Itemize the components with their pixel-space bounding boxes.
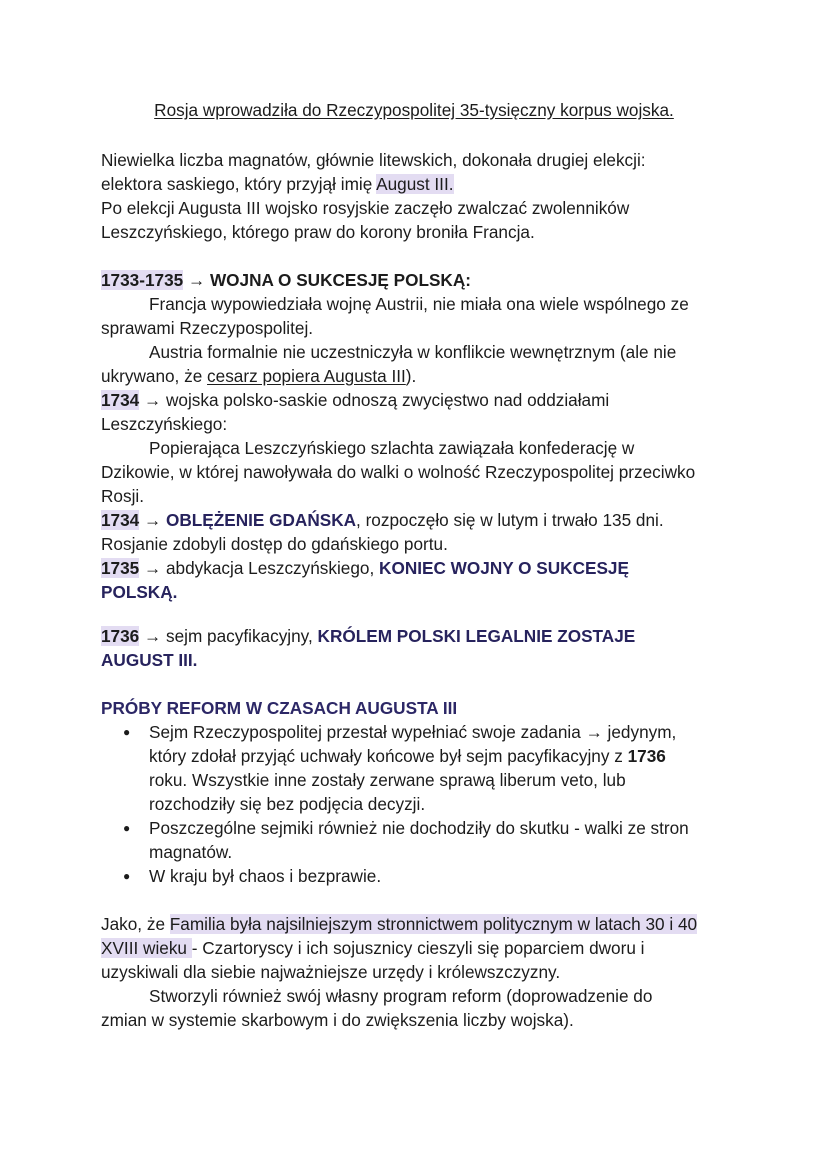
list-item: ● Poszczególne sejmiki również nie dochodziły do skutku - walki ze stron magnatów. bbox=[101, 816, 791, 864]
reforms-list bbox=[101, 720, 791, 888]
list-item: ● W kraju był chaos i bezprawie. bbox=[101, 864, 791, 888]
reforms-heading: PRÓBY REFORM W CZASACH AUGUSTA III bbox=[101, 698, 458, 718]
date-1733-1735: 1733-1735 bbox=[101, 270, 184, 290]
highlight-xviii: XVIII wieku bbox=[101, 938, 192, 958]
date-1734-b: 1734 bbox=[101, 510, 140, 530]
war-heading: → WOJNA O SUKCESJĘ POLSKĄ: bbox=[183, 270, 471, 290]
siege-gdansk: OBLĘŻENIE GDAŃSKA bbox=[166, 510, 357, 530]
paragraph-familia: Jako, że Familia była najsilniejszym stronnictwem politycznym w latach 30 i 40 XVIII wieku - Czartoryscy i ich sojusznicy cieszyli się poparciem dworu i uzyskiwali dla siebie najważniejsze urzędy i królewszczyzny. Stworzyli również swój własny program reform (doprowadzenie do zmian w systemie skarbowym i do zwiększenia liczby wojska). bbox=[101, 914, 698, 1030]
date-1735: 1735 bbox=[101, 558, 140, 578]
end-of-war-1: KONIEC WOJNY O SUKCESJĘ bbox=[379, 558, 629, 578]
legal-king-1: KRÓLEM POLSKI LEGALNIE ZOSTAJE bbox=[317, 626, 636, 646]
section-sejm-1736: 1736 → sejm pacyfikacyjny, KRÓLEM POLSKI LEGALNIE ZOSTAJE AUGUST III. bbox=[101, 626, 636, 670]
end-of-war-2: POLSKĄ. bbox=[101, 582, 178, 602]
date-1734-a: 1734 bbox=[101, 390, 140, 410]
highlight-familia: Familia była najsilniejszym stronnictwem politycznym w latach 30 i 40 bbox=[169, 914, 698, 934]
highlight-august: August III. bbox=[376, 174, 454, 194]
section-war: 1733-1735 → WOJNA O SUKCESJĘ POLSKĄ: Francja wypowiedziała wojnę Austrii, nie miała ona wiele wspólnego ze sprawami Rzeczypospolitej. Austria formalnie nie uczestniczyła w konflikcie wewnętrznym (ale nie ukrywano, że cesarz popiera Augusta III). 1734 → wojska polsko-saskie odnoszą zwycięstwo nad oddziałami Leszczyńskiego: Popierająca Leszczyńskiego szlachta zawiązała konfederację w Dzikowie, w której nawoływała do walki o wolność Rzeczypospolitej przeciwko Rosji. 1734 → OBLĘŻENIE GDAŃSKA, rozpoczęło się w lutym i trwało 135 dni. Rosjanie zdobyli dostęp do gdańskiego portu. 1735 → abdykacja Leszczyńskiego, KONIEC WOJNY O SUKCESJĘ POLSKĄ. bbox=[101, 270, 696, 602]
document-title: Rosja wprowadziła do Rzeczypospolitej 35-tysięczny korpus wojska. bbox=[154, 100, 674, 120]
legal-king-2: AUGUST III. bbox=[101, 650, 198, 670]
date-1736: 1736 bbox=[101, 626, 140, 646]
underlined-emperor: cesarz popiera Augusta III bbox=[207, 366, 406, 386]
paragraph-election: Niewielka liczba magnatów, głównie litewskich, dokonała drugiej elekcji: elektora saskiego, który przyjął imię August III. Po elekcji Augusta III wojsko rosyjskie zaczęło zwalczać zwolenników Leszczyńskiego, którego praw do korony broniła Francja. bbox=[101, 150, 646, 242]
list-item: ● Sejm Rzeczypospolitej przestał wypełniać swoje zadania → jedynym, który zdołał przyjąć uchwały końcowe był sejm pacyfikacyjny z 1736 roku. Wszystkie inne zostały zerwane sprawą liberum veto, lub rozchodziły się bez podjęcia decyzji. bbox=[101, 720, 791, 816]
